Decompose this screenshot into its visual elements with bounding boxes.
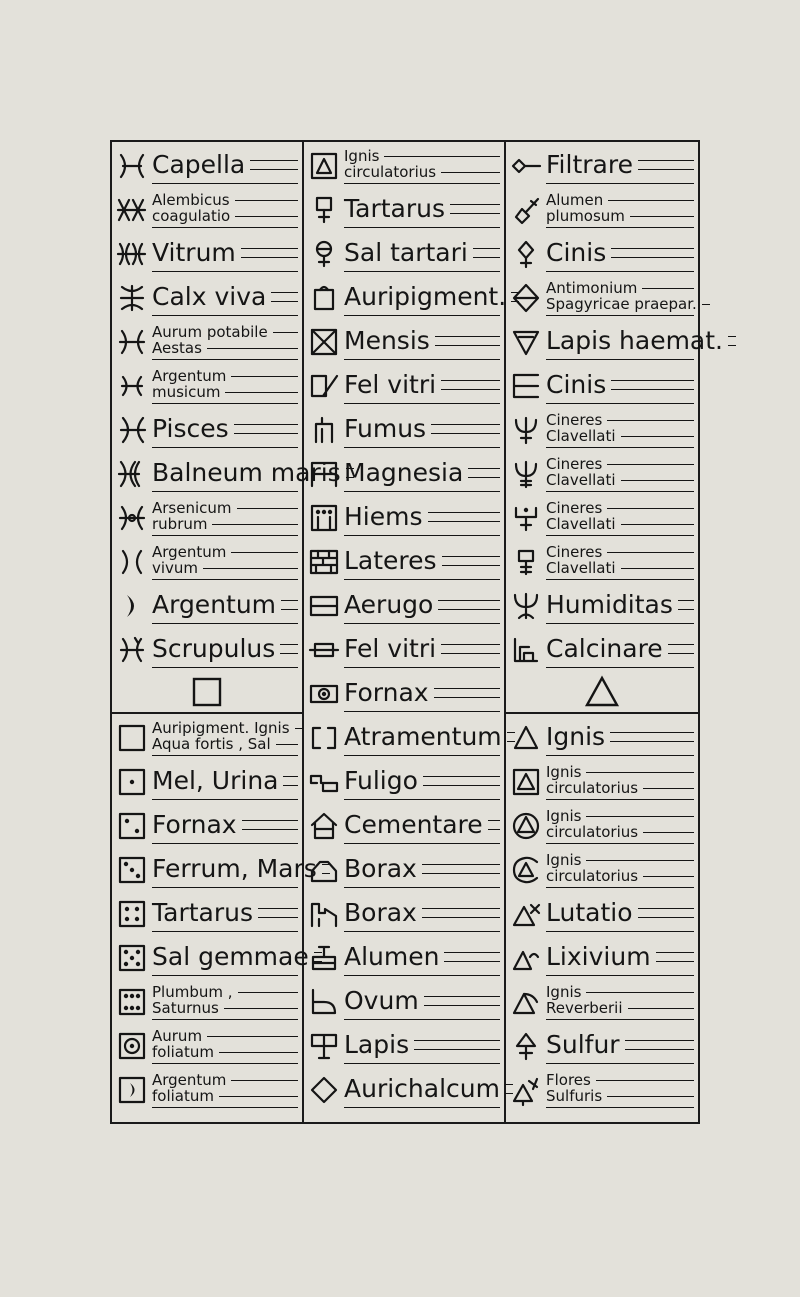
entry-text: Lutatio [546, 898, 633, 927]
entry-text: Sulfur [546, 1030, 620, 1059]
square-moon-icon [114, 1068, 150, 1112]
cinis-2-icon [508, 364, 544, 408]
table-row [508, 584, 696, 628]
table-row [114, 936, 309, 980]
cementare-icon [306, 804, 342, 848]
entry-text: Reverberii [546, 999, 623, 1017]
column-divider [302, 142, 304, 1122]
table-row [306, 584, 502, 628]
entry-label [546, 542, 694, 580]
square-three-dots-icon [114, 848, 150, 892]
vitrum-icon [114, 232, 150, 276]
entry-text: Tartarus [344, 194, 446, 223]
table-row [306, 760, 502, 804]
table-row [114, 628, 300, 672]
aerugo-icon [306, 584, 342, 628]
entry-label [344, 498, 500, 536]
entry-text: Lateres [344, 546, 437, 575]
entry-label [546, 850, 694, 888]
entry-label [344, 674, 500, 712]
table-row [508, 144, 696, 188]
pisces-icon [114, 408, 150, 452]
entry-text: Cineres [546, 499, 603, 517]
square-five-dots-icon [114, 936, 150, 980]
table-row [508, 408, 696, 452]
entry-label [152, 850, 317, 888]
entry-text: Fel vitri [344, 370, 437, 399]
entry-label [546, 1070, 694, 1108]
entry-text: Fuligo [344, 766, 418, 795]
entry-text: Aurum [152, 1027, 203, 1045]
entry-label [152, 234, 298, 272]
entry-label [152, 146, 298, 184]
entry-label [546, 718, 694, 756]
entry-label [546, 454, 694, 492]
entry-label [546, 234, 694, 272]
section-divider [112, 712, 302, 714]
entry-text: Calcinare [546, 634, 663, 663]
entry-label [546, 410, 694, 448]
table-row [306, 144, 502, 188]
magnesia-icon [306, 452, 342, 496]
entry-label [344, 630, 500, 668]
entry-text: vivum [152, 559, 199, 577]
entry-text: Ovum [344, 986, 419, 1015]
entry-label [344, 278, 507, 316]
entry-text: Alembicus [152, 191, 230, 209]
table-row [114, 892, 300, 936]
entry-label [344, 894, 500, 932]
entry-text: Saturnus [152, 999, 219, 1017]
table-row [306, 452, 502, 496]
table-row [306, 716, 502, 760]
entry-text: circulatorius [546, 779, 639, 797]
entry-text: Argentum [152, 590, 277, 619]
entry-label [344, 718, 500, 756]
table-row [114, 980, 300, 1024]
aurum-potabile-icon [114, 320, 150, 364]
square-icon [112, 672, 302, 712]
entry-label [546, 762, 694, 800]
table-row [114, 584, 300, 628]
cinis-icon [508, 232, 544, 276]
entry-text: Alumen [546, 191, 604, 209]
entry-text: Cineres [546, 455, 603, 473]
entry-label [152, 542, 298, 580]
entry-text: Lixivium [546, 942, 651, 971]
entry-text: circulatorius [344, 163, 437, 181]
entry-label [344, 1026, 500, 1064]
auripigment-icon [306, 276, 342, 320]
entry-text: musicum [152, 383, 221, 401]
entry-label [344, 982, 500, 1020]
fumus-icon [306, 408, 342, 452]
entry-label [344, 454, 500, 492]
entry-label [344, 542, 500, 580]
balneum-maris-icon [114, 452, 150, 496]
entry-label [344, 850, 500, 888]
entry-text: foliatum [152, 1087, 214, 1105]
square-two-dots-icon [114, 804, 150, 848]
borax-2-icon [306, 892, 342, 936]
scrupulus-icon [114, 628, 150, 672]
table-row [114, 408, 300, 452]
entry-label [546, 1026, 694, 1064]
entry-label [152, 190, 298, 228]
entry-text: Borax [344, 854, 417, 883]
table-row [114, 144, 300, 188]
triangle-in-c-icon [508, 848, 544, 892]
table-row [508, 452, 696, 496]
entry-text: Ignis [546, 851, 582, 869]
entry-label [152, 586, 298, 624]
entry-label [152, 982, 298, 1020]
table-row [508, 540, 696, 584]
entry-text: foliatum [152, 1043, 214, 1061]
table-row [114, 320, 300, 364]
table-row [306, 1068, 502, 1112]
entry-label [344, 1070, 500, 1108]
table-row [306, 408, 502, 452]
lixivium-icon [508, 936, 544, 980]
table-row [306, 276, 507, 320]
entry-text: Filtrare [546, 150, 633, 179]
entry-text: Mel, Urina [152, 766, 279, 795]
entry-text: Spagyricae praepar. [546, 295, 697, 313]
sal-tartari-icon [306, 232, 342, 276]
entry-text: Clavellati [546, 471, 616, 489]
table-row [306, 496, 502, 540]
entry-text: Fumus [344, 414, 427, 443]
entry-label [152, 278, 298, 316]
table-row [306, 804, 502, 848]
hiems-icon [306, 496, 342, 540]
entry-label [152, 718, 298, 756]
entry-label [152, 1070, 298, 1108]
alchemical-symbols-table [110, 140, 724, 1124]
tartarus-icon [306, 188, 342, 232]
entry-label [546, 982, 694, 1020]
entry-text: Clavellati [546, 515, 616, 533]
table-row [508, 848, 696, 892]
entry-label [546, 278, 697, 316]
table-row [114, 364, 300, 408]
entry-text: Aerugo [344, 590, 434, 619]
entry-label [344, 234, 500, 272]
table-row [306, 936, 502, 980]
entry-text: coagulatio [152, 207, 231, 225]
entry-text: Aurichalcum [344, 1074, 500, 1103]
table-row [306, 364, 502, 408]
fornax-icon [306, 672, 342, 716]
entry-text: Argentum [152, 1071, 227, 1089]
square-four-dots-icon [114, 892, 150, 936]
table-row [508, 496, 696, 540]
table-row [114, 452, 341, 496]
entry-text: Humiditas [546, 590, 673, 619]
antimonium-icon [508, 276, 544, 320]
entry-text: Arsenicum [152, 499, 232, 517]
entry-label [152, 322, 298, 360]
entry-label [546, 366, 694, 404]
triangle-ignis-icon [508, 716, 544, 760]
triangle-in-square-icon [306, 144, 342, 188]
entry-text: Ignis [546, 763, 582, 781]
sulfur-icon [508, 1024, 544, 1068]
table-row [114, 1024, 300, 1068]
table-row [508, 364, 696, 408]
flores-sulfuris-icon [508, 1068, 544, 1112]
entry-text: Cineres [546, 543, 603, 561]
entry-text: Aestas [152, 339, 202, 357]
borax-icon [306, 848, 342, 892]
entry-text: Mensis [344, 326, 430, 355]
entry-label [152, 410, 298, 448]
entry-text: Calx viva [152, 282, 267, 311]
entry-text: Clavellati [546, 559, 616, 577]
entry-label [546, 586, 694, 624]
entry-label [344, 366, 500, 404]
entry-text: rubrum [152, 515, 208, 533]
lateres-icon [306, 540, 342, 584]
square-empty-icon [114, 716, 150, 760]
entry-label [344, 762, 500, 800]
triangle-in-square-2-icon [508, 760, 544, 804]
entry-label [152, 454, 341, 492]
table-row [508, 1068, 696, 1112]
cineres-clavellati-4-icon [508, 540, 544, 584]
entry-text: Ignis [546, 722, 606, 751]
entry-label [152, 366, 298, 404]
entry-text: Cementare [344, 810, 483, 839]
table-row [306, 188, 502, 232]
argentum-moon-icon [114, 584, 150, 628]
entry-text: Sal gemmae [152, 942, 309, 971]
filtrare-icon [508, 144, 544, 188]
entry-label [546, 322, 724, 360]
entry-text: Lapis [344, 1030, 410, 1059]
mensis-icon [306, 320, 342, 364]
arsenicum-rubrum-icon [114, 496, 150, 540]
entry-text: Ignis [546, 983, 582, 1001]
alumen-plumosum-icon [508, 188, 544, 232]
entry-label [546, 498, 694, 536]
entry-text: Balneum maris [152, 458, 341, 487]
entry-text: Alumen [344, 942, 440, 971]
entry-text: Ferrum, Mars [152, 854, 317, 883]
entry-text: Tartarus [152, 898, 254, 927]
entry-text: circulatorius [546, 867, 639, 885]
entry-label [546, 806, 694, 844]
table-row [508, 276, 696, 320]
capella-icon [114, 144, 150, 188]
diamond-icon [306, 1068, 342, 1112]
table-row [114, 540, 300, 584]
entry-text: Cineres [546, 411, 603, 429]
entry-label [152, 806, 298, 844]
table-row [508, 716, 696, 760]
table-row [306, 980, 502, 1024]
entry-label [546, 146, 694, 184]
entry-text: Scrupulus [152, 634, 276, 663]
cineres-clavellati-1-icon [508, 408, 544, 452]
square-dot-icon [114, 760, 150, 804]
table-row [508, 320, 724, 364]
argentum-vivum-icon [114, 540, 150, 584]
table-row [306, 320, 502, 364]
entry-label [152, 498, 298, 536]
table-row [306, 540, 502, 584]
table-row [114, 188, 300, 232]
triangle-icon [506, 672, 698, 712]
entry-label [344, 146, 500, 184]
entry-text: Aurum potabile [152, 323, 268, 341]
entry-label [344, 410, 500, 448]
entry-text: Argentum [152, 543, 227, 561]
entry-text: Ignis [344, 147, 380, 165]
entry-label [344, 938, 500, 976]
entry-text: Hiems [344, 502, 423, 531]
atramentum-icon [306, 716, 342, 760]
entry-label [152, 762, 298, 800]
table-row [114, 496, 300, 540]
entry-text: Fornax [344, 678, 429, 707]
table-row [508, 232, 696, 276]
lapis-haemat-icon [508, 320, 544, 364]
table-row [114, 232, 300, 276]
entry-text: Antimonium [546, 279, 638, 297]
entry-text: Capella [152, 150, 246, 179]
cineres-clavellati-2-icon [508, 452, 544, 496]
square-sun-icon [114, 1024, 150, 1068]
entry-text: Plumbum , [152, 983, 233, 1001]
argentum-musicum-icon [114, 364, 150, 408]
fuligo-icon [306, 760, 342, 804]
humiditas-icon [508, 584, 544, 628]
entry-text: Sulfuris [546, 1087, 603, 1105]
table-row [306, 1024, 502, 1068]
table-row [306, 672, 502, 716]
entry-text: Atramentum [344, 722, 502, 751]
entry-text: Ignis [546, 807, 582, 825]
table-row [508, 1024, 696, 1068]
triangle-in-circle-icon [508, 804, 544, 848]
entry-text: Auripigment. Ignis [152, 719, 290, 737]
entry-label [344, 586, 500, 624]
entry-text: Fel vitri [344, 634, 437, 663]
table-row [306, 628, 502, 672]
entry-label [546, 190, 694, 228]
table-row [508, 804, 696, 848]
entry-label [152, 938, 309, 976]
entry-label [546, 630, 694, 668]
entry-text: Borax [344, 898, 417, 927]
entry-text: Flores [546, 1071, 591, 1089]
table-row [306, 232, 502, 276]
table-row [114, 848, 317, 892]
section-divider [506, 712, 698, 714]
table-row [508, 936, 696, 980]
square-six-dots-icon [114, 980, 150, 1024]
entry-text: Pisces [152, 414, 229, 443]
table-row [306, 848, 502, 892]
entry-text: Sal tartari [344, 238, 468, 267]
lapis-icon [306, 1024, 342, 1068]
lutatio-icon [508, 892, 544, 936]
entry-text: Cinis [546, 238, 607, 267]
entry-text: Fornax [152, 810, 237, 839]
entry-text: Vitrum [152, 238, 236, 267]
entry-text: Clavellati [546, 427, 616, 445]
table-row [114, 716, 300, 760]
table-row [114, 804, 300, 848]
ignis-reverberii-icon [508, 980, 544, 1024]
fel-vitri-2-icon [306, 628, 342, 672]
ovum-icon [306, 980, 342, 1024]
alumen-icon [306, 936, 342, 980]
entry-label [546, 894, 694, 932]
table-row [508, 980, 696, 1024]
table-row [508, 188, 696, 232]
entry-text: plumosum [546, 207, 625, 225]
table-row [508, 760, 696, 804]
fel-vitri-icon [306, 364, 342, 408]
calcinare-icon [508, 628, 544, 672]
table-row [306, 892, 502, 936]
entry-text: Argentum [152, 367, 227, 385]
calx-viva-icon [114, 276, 150, 320]
cineres-clavellati-3-icon [508, 496, 544, 540]
entry-label [344, 322, 500, 360]
entry-label [344, 806, 500, 844]
entry-text: Aqua fortis , Sal [152, 735, 271, 753]
entry-text: circulatorius [546, 823, 639, 841]
entry-label [546, 938, 694, 976]
entry-text: Lapis haemat. [546, 326, 724, 355]
table-row [114, 276, 300, 320]
entry-label [152, 1026, 298, 1064]
entry-text: Magnesia [344, 458, 464, 487]
entry-label [152, 894, 298, 932]
table-row [508, 628, 696, 672]
entry-text: Cinis [546, 370, 607, 399]
table-row [114, 1068, 300, 1112]
entry-label [344, 190, 500, 228]
table-row [114, 760, 300, 804]
entry-text: Auripigment. [344, 282, 507, 311]
entry-label [152, 630, 298, 668]
alembicus-coagulatio-icon [114, 188, 150, 232]
table-row [508, 892, 696, 936]
